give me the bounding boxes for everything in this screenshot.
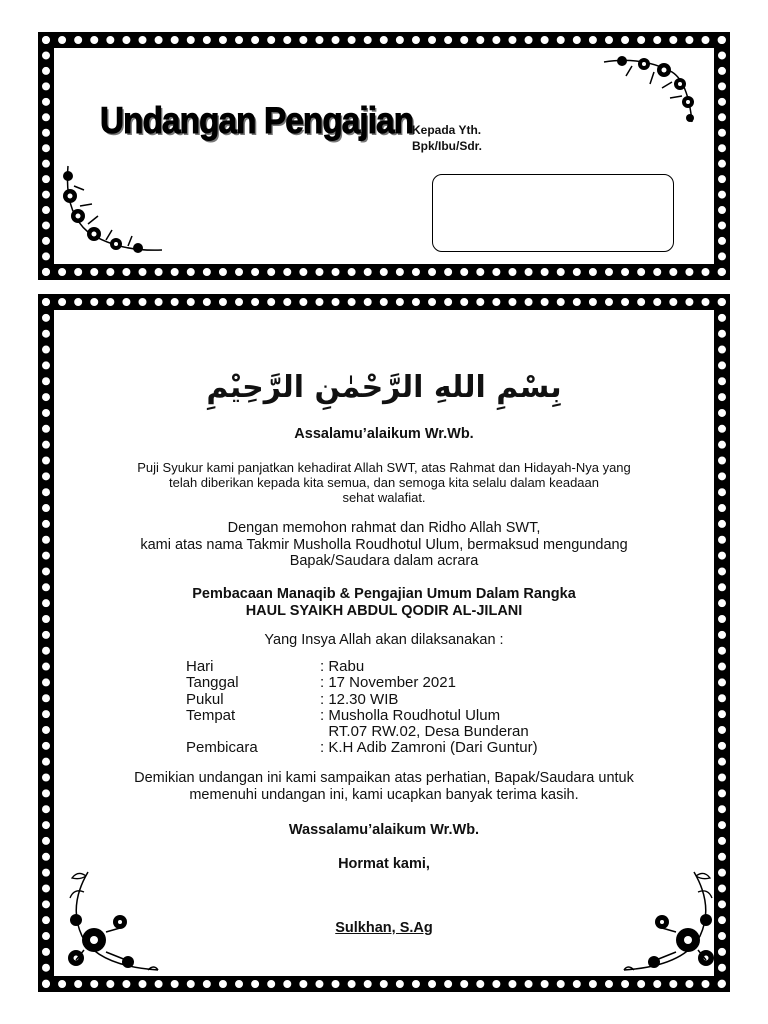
detail-row [186, 692, 538, 708]
detail-label: Pembicara [186, 739, 258, 757]
event-details [186, 659, 538, 757]
detail-label: Tempat [186, 706, 236, 724]
recipient-address-box [432, 174, 674, 252]
floral-corner-ornament [614, 866, 724, 980]
detail-row [186, 740, 538, 756]
paragraph-line: sehat walafiat. [342, 490, 426, 505]
detail-row [186, 675, 538, 691]
detail-label: Pukul [186, 690, 224, 708]
detail-label: Tanggal [186, 674, 239, 692]
farewell: Wassalamu’alaikum Wr.Wb. [288, 822, 480, 838]
paragraph-line: telah diberikan kepada kita semua, dan semoga kita selalu dalam keadaan [169, 475, 599, 490]
floral-corner-ornament [58, 866, 168, 980]
schedule-intro: Yang Insya Allah akan dilaksanakan : [264, 632, 504, 648]
regards: Hormat kami, [338, 856, 430, 872]
invitation-letter [38, 294, 730, 992]
detail-label [186, 724, 320, 740]
detail-row [186, 708, 538, 724]
recipient-label [412, 122, 482, 154]
greeting: Assalamu’alaikum Wr.Wb. [294, 426, 474, 442]
paragraph-line: kami atas nama Takmir Musholla Roudhotul Ulum, bermaksud mengundang [140, 536, 628, 553]
detail-value: RT.07 RW.02, Desa Bunderan [320, 723, 529, 741]
detail-label: Hari [186, 658, 214, 675]
detail-value: : Rabu [320, 658, 365, 675]
closing-paragraph [54, 770, 714, 804]
event-title [54, 586, 714, 620]
paragraph-line: memenuhi undangan ini, kami ucapkan banyak terima kasih. [189, 787, 579, 803]
floral-corner-ornament [58, 162, 164, 258]
paragraph-line: Demikian undangan ini kami sampaikan atas perhatian, Bapak/Saudara untuk [134, 770, 634, 786]
envelope-title: Undangan Pengajian [100, 100, 414, 141]
envelope-card [38, 32, 730, 280]
detail-row [186, 724, 538, 740]
detail-value: : 17 November 2021 [320, 674, 456, 692]
paragraph-line: Puji Syukur kami panjatkan kehadirat Allah SWT, atas Rahmat dan Hidayah-Nya yang [137, 460, 631, 475]
paragraph-line: Bapak/Saudara dalam acrara [289, 553, 479, 569]
floral-corner-ornament [602, 52, 702, 130]
paragraph-line: Dengan memohon rahmat dan Ridho Allah SWT, [227, 520, 541, 536]
detail-value: : 12.30 WIB [320, 690, 399, 708]
invitation-paragraph [54, 520, 714, 570]
detail-value: : K.H Adib Zamroni (Dari Guntur) [320, 739, 538, 757]
bismillah-calligraphy: بِسْمِ اللهِ الرَّحْمٰنِ الرَّحِيْمِ [206, 370, 562, 405]
detail-row [186, 659, 538, 675]
recipient-line-1: Kepada Yth. [412, 123, 482, 137]
event-title-line: Pembacaan Manaqib & Pengajian Umum Dalam Rangka [192, 586, 576, 602]
opening-paragraph [54, 460, 714, 505]
recipient-line-2: Bpk/Ibu/Sdr. [412, 139, 483, 153]
signature-name: Sulkhan, S.Ag [335, 920, 433, 936]
event-title-line: HAUL SYAIKH ABDUL QODIR AL-JILANI [245, 603, 523, 619]
detail-value: : Musholla Roudhotul Ulum [320, 706, 501, 724]
